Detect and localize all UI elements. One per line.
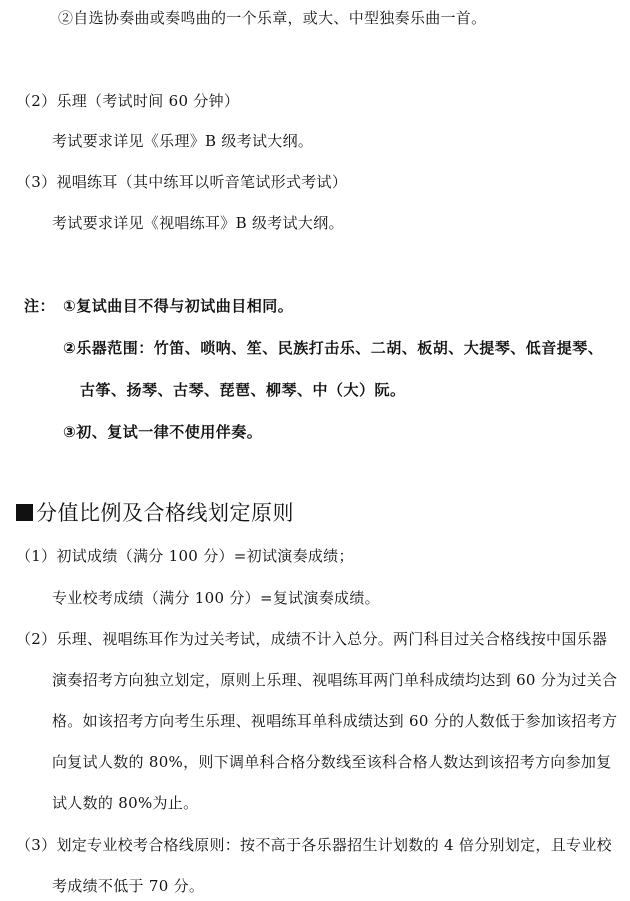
rule-1-line-2: 专业校考成绩（满分 100 分）=复试演奏成绩。 — [52, 589, 380, 607]
notes-label: 注： — [24, 297, 56, 315]
rule-1-line-1: （1）初试成绩（满分 100 分）=初试演奏成绩； — [16, 547, 354, 565]
note-item-2-cont: 古筝、扬琴、古琴、琵琶、柳琴、中（大）阮。 — [80, 381, 406, 399]
rule-2-line-3: 格。如该招考方向考生乐理、视唱练耳单科成绩达到 60 分的人数低于参加该招考方 — [52, 712, 618, 730]
rule-2-line-5: 试人数的 80%为止。 — [52, 794, 199, 812]
theory-body: 考试要求详见《乐理》B 级考试大纲。 — [52, 132, 314, 150]
rule-3-line-1: （3）划定专业校考合格线原则：按不高于各乐器招生计划数的 4 倍分别划定，且专业校 — [16, 836, 612, 854]
note-item-1: ①复试曲目不得与初试曲目相同。 — [63, 297, 294, 315]
section-title-text: 分值比例及合格线划定原则 — [36, 501, 294, 525]
note-item-2: ②乐器范围：竹笛、唢呐、笙、民族打击乐、二胡、板胡、大提琴、低音提琴、 — [63, 339, 604, 357]
repertoire-item-2: ②自选协奏曲或奏鸣曲的一个乐章，或大、中型独奏乐曲一首。 — [58, 9, 487, 27]
rule-2-line-1: （2）乐理、视唱练耳作为过关考试，成绩不计入总分。两门科目过关合格线按中国乐器 — [16, 630, 608, 648]
note-item-3: ③初、复试一律不使用伴奏。 — [63, 423, 263, 441]
section-title — [16, 500, 294, 526]
rule-3-line-2: 考成绩不低于 70 分。 — [52, 877, 205, 895]
rule-2-line-4: 向复试人数的 80%，则下调单科合格分数线至该科合格人数达到该招考方向参加复 — [52, 753, 612, 771]
solfege-body: 考试要求详见《视唱练耳》B 级考试大纲。 — [52, 214, 344, 232]
square-bullet-icon — [16, 504, 33, 521]
theory-heading: （2）乐理（考试时间 60 分钟） — [16, 92, 240, 110]
solfege-heading: （3）视唱练耳（其中练耳以听音笔试形式考试） — [16, 173, 348, 191]
rule-2-line-2: 演奏招考方向独立划定，原则上乐理、视唱练耳两门单科成绩均达到 60 分为过关合 — [52, 671, 618, 689]
